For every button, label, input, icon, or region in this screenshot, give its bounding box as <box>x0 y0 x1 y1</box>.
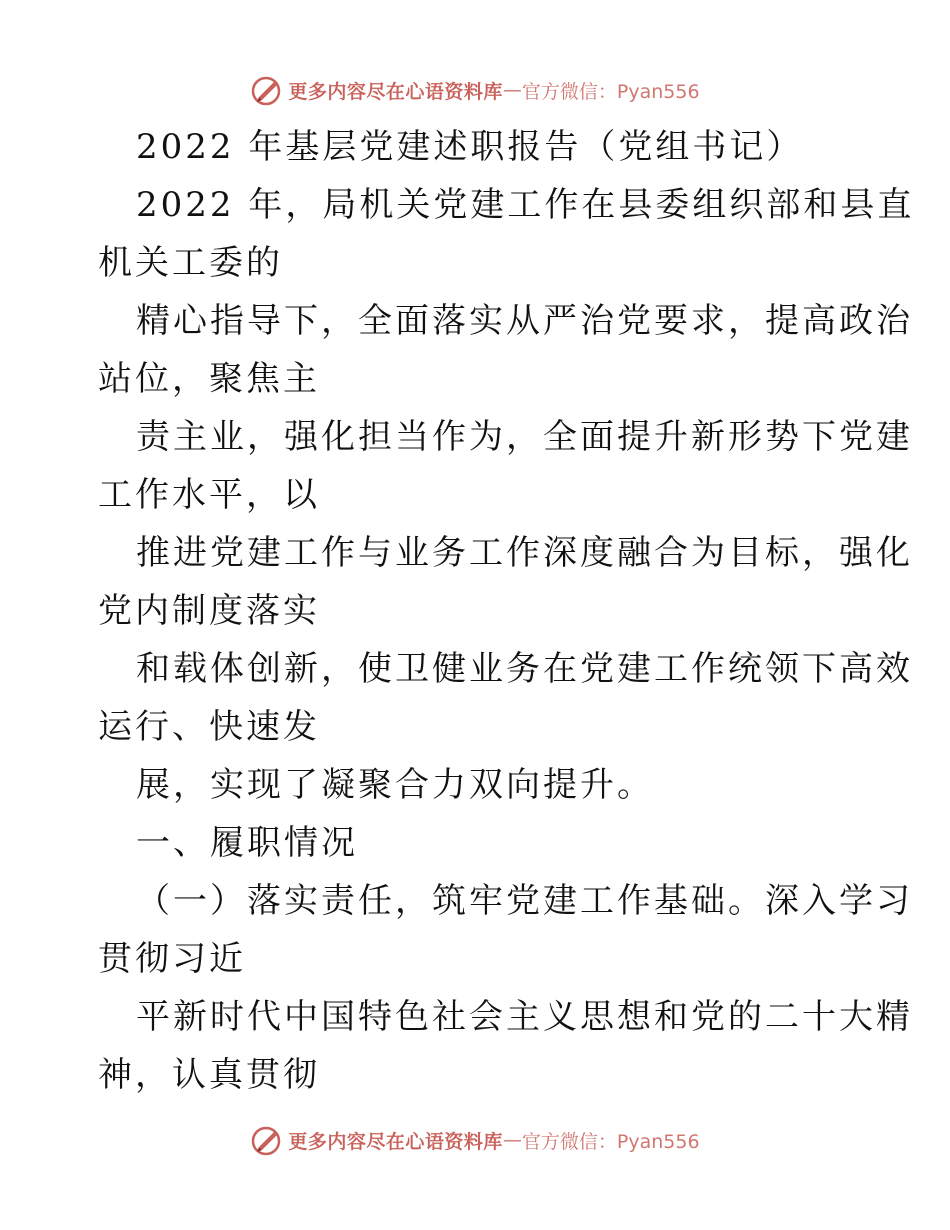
paragraph-line: 工作水平，以 <box>98 475 320 515</box>
paragraph-line: 2022 年，局机关党建工作在县委组织部和县直 <box>136 185 915 225</box>
paragraph-line: 推进党建工作与业务工作深度融合为目标，强化 <box>136 533 913 573</box>
subsection-line: （一）落实责任，筑牢党建工作基础。深入学习 <box>136 881 913 921</box>
paragraph-line: 党内制度落实 <box>98 591 320 631</box>
paragraph-line: 平新时代中国特色社会主义思想和党的二十大精 <box>136 997 913 1037</box>
paragraph-line: 和载体创新，使卫健业务在党建工作统领下高效 <box>136 649 913 689</box>
watermark-suffix: 官方微信：Pyan556 <box>521 80 700 103</box>
document-title: 2022 年基层党建述职报告（党组书记） <box>136 127 804 167</box>
paragraph-line: 神，认真贯彻 <box>98 1055 320 1095</box>
watermark-main-text: 更多内容尽在心语资料库 <box>288 80 503 103</box>
section-heading: 一、履职情况 <box>136 823 358 863</box>
pen-logo-icon <box>250 73 284 107</box>
paragraph-line: 贯彻习近 <box>98 939 246 979</box>
watermark-dash: — <box>502 79 522 101</box>
watermark-dash: — <box>502 1129 522 1151</box>
paragraph-line: 站位，聚焦主 <box>98 359 320 399</box>
watermark-main-text: 更多内容尽在心语资料库 <box>288 1130 503 1153</box>
pen-logo-icon <box>250 1123 284 1157</box>
paragraph-line: 责主业，强化担当作为，全面提升新形势下党建 <box>136 417 913 457</box>
header-watermark <box>0 70 950 110</box>
footer-watermark <box>0 1120 950 1160</box>
paragraph-line: 机关工委的 <box>98 243 283 283</box>
paragraph-line: 展，实现了凝聚合力双向提升。 <box>136 765 654 805</box>
paragraph-line: 精心指导下，全面落实从严治党要求，提高政治 <box>136 301 913 341</box>
watermark-suffix: 官方微信：Pyan556 <box>521 1130 700 1153</box>
paragraph-line: 运行、快速发 <box>98 707 320 747</box>
